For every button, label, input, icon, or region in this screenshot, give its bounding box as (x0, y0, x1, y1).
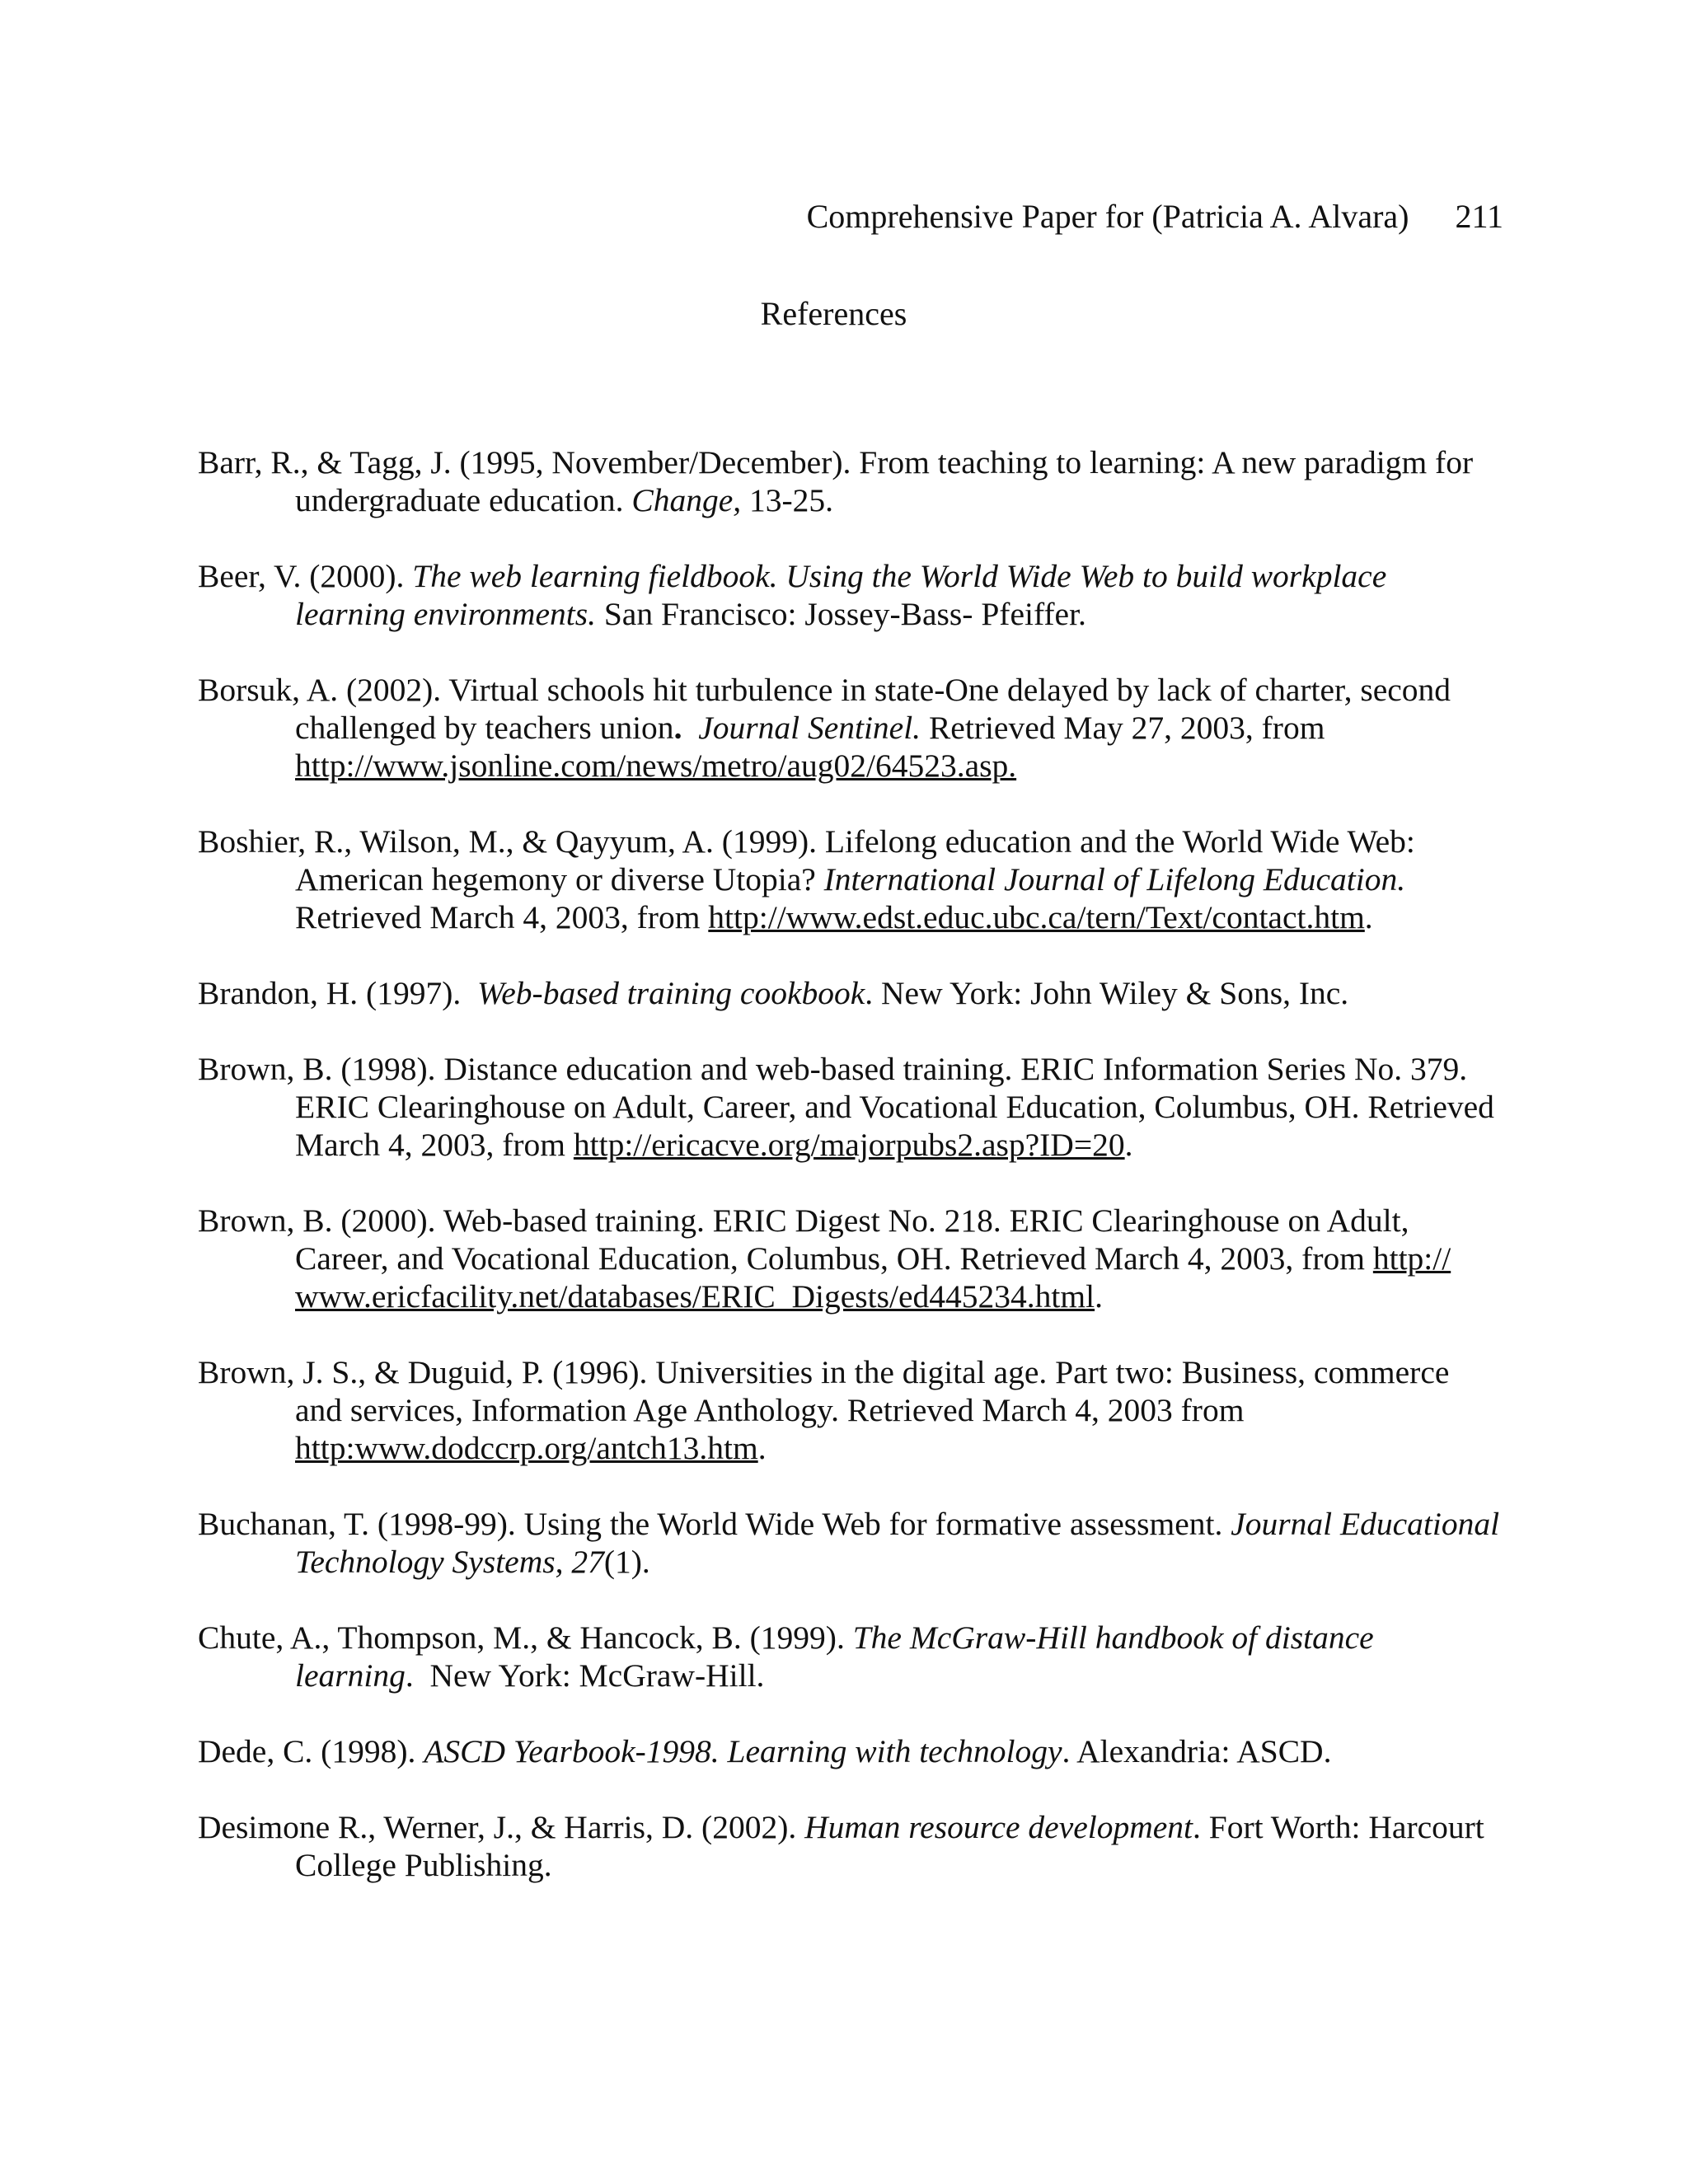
reference-text: Dede, C. (1998). (198, 1733, 424, 1769)
running-title: Comprehensive Paper for (Patricia A. Alvara) (806, 198, 1409, 235)
reference-text: Brown, J. S., & Duguid, P. (1996). Universities in the digital age. Part two: Business, commerce and services, Information Age Anthology. Retrieved March 4, 2003 from (198, 1354, 1450, 1428)
reference-text: Buchanan, T. (1998-99). Using the World Wide Web for formative assessment. (198, 1506, 1231, 1542)
journal-title: International Journal of Lifelong Education. (823, 861, 1406, 898)
reference-text: . New York: John Wiley & Sons, Inc. (865, 975, 1349, 1011)
reference-text: Retrieved March 4, 2003, from (295, 899, 709, 935)
reference-entry-buchanan (198, 1505, 1500, 1581)
reference-entry-barr (198, 443, 1500, 519)
reference-text: Chute, A., Thompson, M., & Hancock, B. (1999). (198, 1619, 853, 1656)
reference-entry-brown-2000 (198, 1202, 1500, 1315)
reference-entry-borsuk (198, 671, 1500, 785)
reference-text: Retrieved May 27, 2003, from (921, 710, 1325, 746)
reference-text: . Fort Worth: Harcourt College Publishing. (295, 1809, 1484, 1883)
reference-entry-brown-duguid (198, 1353, 1500, 1467)
reference-url-link[interactable]: http://ericacve.org/majorpubs2.asp?ID=20 (573, 1127, 1125, 1163)
reference-text: Brown, B. (2000). Web-based training. ERIC Digest No. 218. ERIC Clearinghouse on Adult, Career, and Vocational Education, Columbus, OH. Retrieved March 4, 2003, from (198, 1202, 1409, 1277)
reference-text: . Alexandria: ASCD. (1062, 1733, 1332, 1769)
book-title: Human resource development (804, 1809, 1193, 1845)
reference-entry-boshier (198, 823, 1500, 936)
book-title: The McGraw-Hill handbook of distance learning (295, 1619, 1374, 1694)
reference-text: 13-25. (741, 482, 834, 518)
reference-text: . (1364, 899, 1373, 935)
book-title: ASCD Yearbook-1998. Learning with technology (424, 1733, 1062, 1769)
reference-url-link[interactable]: http:// www.ericfacility.net/databases/ERIC_Digests/ed445234.html (295, 1240, 1451, 1315)
reference-text: Barr, R., & Tagg, J. (1995, November/December). From teaching to learning: A new paradigm for undergraduate education. (198, 444, 1474, 518)
running-header (807, 198, 1503, 236)
reference-text: Brown, B. (1998). Distance education and web-based training. ERIC Information Series No. 379. ERIC Clearinghouse on Adult, Career, and Vocational Education, Columbus, OH. Retrieved March 4, 2003, from (198, 1051, 1494, 1163)
page-number: 211 (1455, 198, 1503, 235)
reference-text: Desimone R., Werner, J., & Harris, D. (2002). (198, 1809, 805, 1845)
reference-text: . (1124, 1127, 1133, 1163)
reference-text: . (1095, 1278, 1103, 1315)
reference-entry-desimone (198, 1808, 1500, 1884)
reference-entry-brown-1998 (198, 1050, 1500, 1164)
reference-text: (1). (603, 1544, 650, 1580)
book-title: The web learning fieldbook. Using the World Wide Web to build workplace learning environments. (295, 558, 1387, 632)
reference-entry-dede (198, 1732, 1500, 1770)
reference-entry-chute (198, 1619, 1500, 1694)
reference-list (198, 443, 1500, 1922)
journal-title: Journal Educational Technology Systems, 27 (295, 1506, 1500, 1580)
reference-text: Beer, V. (2000). (198, 558, 413, 594)
reference-text: San Francisco: Jossey-Bass- Pfeiffer. (595, 596, 1086, 632)
journal-title: Journal Sentinel. (698, 710, 921, 746)
book-title: Web-based training cookbook (477, 975, 865, 1011)
reference-text: Boshier, R., Wilson, M., & Qayyum, A. (1999). Lifelong education and the World Wide Web: American hegemony or diverse Utopia? (198, 823, 1415, 898)
reference-url-link[interactable]: http://www.edst.educ.ubc.ca/tern/Text/contact.htm (708, 899, 1365, 935)
reference-text: . New York: McGraw-Hill. (405, 1657, 765, 1694)
reference-entry-brandon (198, 974, 1500, 1012)
bold-period: . (673, 710, 682, 746)
reference-url-link[interactable]: http:www.dodccrp.org/antch13.htm (295, 1430, 758, 1466)
reference-text: . (757, 1430, 767, 1466)
reference-text: Brandon, H. (1997). (198, 975, 477, 1011)
reference-text: Borsuk, A. (2002). Virtual schools hit turbulence in state-One delayed by lack of charter, second challenged by teachers union (198, 672, 1451, 746)
journal-title: Change, (631, 482, 742, 518)
references-heading: References (760, 295, 907, 332)
reference-entry-beer (198, 557, 1500, 633)
reference-url-link[interactable]: http://www.jsonline.com/news/metro/aug02/64523.asp. (295, 748, 1017, 784)
